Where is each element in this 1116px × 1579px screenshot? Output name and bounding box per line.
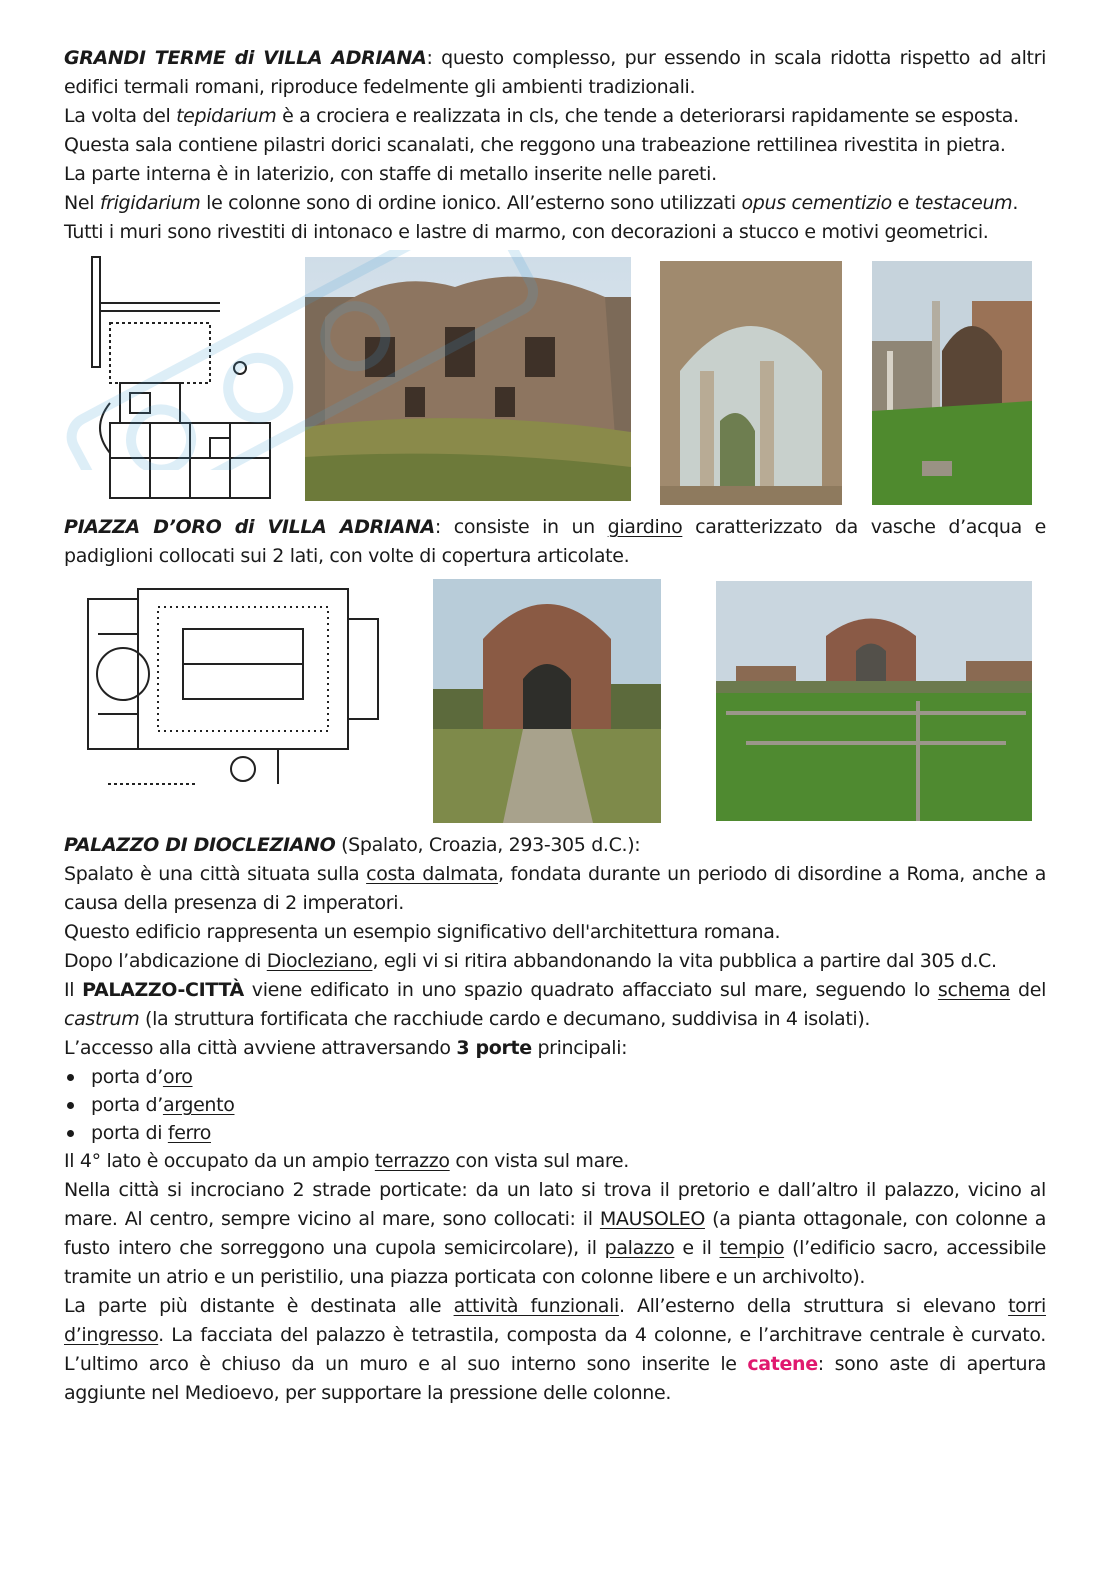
terme-line-1: GRANDI TERME di VILLA ADRIANA: questo complesso, pur essendo in scala ridotta rispetto ad altri: [64, 47, 1047, 69]
doors-list: [64, 1063, 1046, 1147]
list-item: porta di ferro: [64, 1119, 1046, 1147]
terme-colonnade-photo: [872, 261, 1032, 505]
piazza-images: [64, 571, 1046, 831]
palazzo-line-2: causa della presenza di 2 imperatori.: [64, 892, 404, 914]
terme-line-3: La volta del tepidarium è a crociera e realizzata in cls, che tende a deteriorarsi rapidamente se esposta.: [64, 105, 1019, 127]
catene-highlight: catene: [747, 1353, 818, 1375]
terme-line-7: Tutti i muri sono rivestiti di intonaco e lastre di marmo, con decorazioni a stucco e motivi geometrici.: [64, 221, 989, 243]
palazzo-line-10: mare. Al centro, sempre vicino al mare, sono collocati: il MAUSOLEO (a pianta ottagonale, con colonne a: [64, 1208, 1047, 1230]
palazzo-line-16: aggiunte nel Medioevo, per supportare la pressione delle colonne.: [64, 1382, 672, 1404]
piazza-line-2: padiglioni collocati sui 2 lati, con volte di copertura articolate.: [64, 545, 630, 567]
terme-line-2: edifici termali romani, riproduce fedelmente gli ambienti tradizionali.: [64, 76, 696, 98]
palazzo-line-5: Il PALAZZO-CITTÀ viene edificato in uno spazio quadrato affacciato sul mare, seguendo lo schema del: [64, 979, 1046, 1001]
terme-arch-photo: [660, 261, 842, 505]
palazzo-title-line: PALAZZO DI DIOCLEZIANO (Spalato, Croazia, 293-305 d.C.):: [64, 834, 641, 856]
palazzo-line-7: L’accesso alla città avviene attraversando 3 porte principali:: [64, 1037, 628, 1059]
palazzo-line-8: Il 4° lato è occupato da un ampio terrazzo con vista sul mare.: [64, 1150, 629, 1172]
palazzo-title: PALAZZO DI DIOCLEZIANO: [64, 834, 336, 856]
palazzo-line-1: Spalato è una città situata sulla costa dalmata, fondata durante un periodo di disordine a Roma, anche a: [64, 863, 1046, 885]
palazzo-line-14: d’ingresso. La facciata del palazzo è tetrastila, composta da 4 colonne, e l’architrave centrale è curvato.: [64, 1324, 1046, 1346]
piazza-line-1: PIAZZA D’ORO di VILLA ADRIANA: consiste in un giardino caratterizzato da vasche d’acqua e: [64, 516, 1046, 538]
palazzo-line-9: Nella città si incrociano 2 strade porticate: da un lato si trova il pretorio e dall’altro il palazzo, vicino al: [64, 1179, 1046, 1201]
piazza-arch-photo: [433, 579, 661, 823]
terme-images: [64, 247, 1046, 513]
list-item: porta d’oro: [64, 1063, 1046, 1091]
terme-plan-image: [70, 253, 278, 505]
piazza-title: PIAZZA D’ORO di VILLA ADRIANA: [64, 516, 435, 538]
document-page: [64, 44, 1046, 1408]
list-item: porta d’argento: [64, 1091, 1046, 1119]
piazza-garden-photo: [716, 581, 1032, 821]
terme-line-4: Questa sala contiene pilastri dorici scanalati, che reggono una trabeazione rettilinea rivestita in pietra.: [64, 134, 1006, 156]
palazzo-line-6: castrum (la struttura fortificata che racchiude cardo e decumano, suddivisa in 4 isolati).: [64, 1008, 871, 1030]
terme-line-5: La parte interna è in laterizio, con staffe di metallo inserite nelle pareti.: [64, 163, 717, 185]
palazzo-line-3: Questo edificio rappresenta un esempio significativo dell'architettura romana.: [64, 921, 781, 943]
palazzo-line-4: Dopo l’abdicazione di Diocleziano, egli vi si ritira abbandonando la vita pubblica a partire dal 305 d.C.: [64, 950, 997, 972]
terme-title: GRANDI TERME di VILLA ADRIANA: [64, 47, 427, 69]
terme-ruins-photo: [305, 257, 631, 501]
piazza-plan-image: [78, 579, 384, 799]
palazzo-line-11: fusto intero che sorreggono una cupola semicircolare), il palazzo e il tempio (l’edificio sacro, accessibile: [64, 1237, 1046, 1259]
palazzo-line-12: tramite un atrio e un peristilio, una piazza porticata con colonne libere e un archivolto).: [64, 1266, 866, 1288]
terme-line-6: Nel frigidarium le colonne sono di ordine ionico. All’esterno sono utilizzati opus cementizio e testaceum.: [64, 192, 1019, 214]
palazzo-line-15: L’ultimo arco è chiuso da un muro e al suo interno sono inserite le catene: sono aste di apertura: [64, 1353, 1046, 1375]
palazzo-line-13: La parte più distante è destinata alle attività funzionali. All’esterno della struttura si elevano torri: [64, 1295, 1046, 1317]
